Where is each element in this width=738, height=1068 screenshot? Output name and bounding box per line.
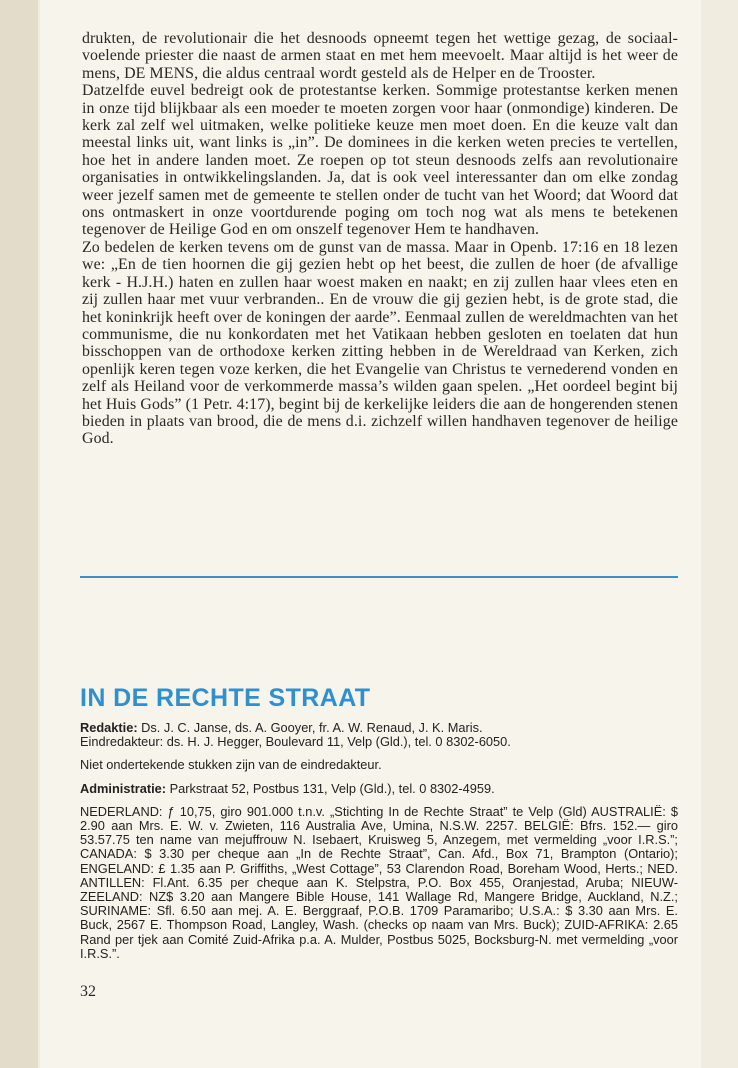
redaktie-line bbox=[80, 721, 678, 749]
redaktie-label: Redaktie: bbox=[80, 720, 138, 735]
administratie-line bbox=[80, 782, 678, 796]
subscription-rates: NEDERLAND: ƒ 10,75, giro 901.000 t.n.v. „Stichting In de Rechte Straat” te Velp (Gld) AUSTRALIË: $ 2.90 aan Mrs. E. W. v. Zwieten, 116 Australia Ave, Umina, N.S.W. 2257. BELGIË: Bfrs. 152.— giro 53.57.75 ten name van mejuffrouw N. Isebaert, Kruisweg 5, Anzegem, met vermelding „voor I.R.S.”; CANADA: $ 3.30 per cheque aan „In de Rechte Straat”, Can. Afd., Box 71, Brampton (Ontario); ENGELAND: £ 1.35 aan P. Griffiths, „West Cottage”, 53 Clarendon Road, Boreham Wood, Herts.; NED. ANTILLEN: Fl.Ant. 6.35 per cheque aan K. Stelpstra, P.O. Box 455, Oranjestad, Aruba; NIEUW-ZEELAND: NZ$ 3.20 aan Mangere Bible House, 141 Wallage Rd, Mangere Bridge, Auckland, N.Z.; SURINAME: Sfl. 6.50 aan mej. A. E. Berggraaf, P.O.B. 1709 Paramaribo; U.S.A.: $ 3.30 aan Mrs. E. Buck, 2567 E. Thompson Road, Langley, Wash. (checks op naam van Mrs. Buck); ZUID-AFRIKA: 2.65 Rand per tjek aan Comité Zuid-Afrika p.a. A. Mulder, Postbus 5025, Bocksburg-N. met vermelding „voor I.R.S.”. bbox=[80, 803, 678, 961]
section-divider bbox=[80, 576, 678, 578]
eindredakteur-line: Eindredakteur: ds. H. J. Hegger, Boulevard 11, Velp (Gld.), tel. 0 8302-6050. bbox=[80, 734, 511, 750]
article-paragraph: Zo bedelen de kerken tevens om de gunst van de massa. Maar in Openb. 17:16 en 18 lezen we: „En de tien hoornen die gij gezien hebt op het beest, die zullen de hoer (de afvallige kerk - H.J.H.) haten en zullen haar woest maken en naakt; en zij zullen haar vlees eten en zij zullen haar met vuur verbranden.. En de vrouw die gij gezien hebt, is de grote stad, die het koninkrijk heeft over de koningen der aarde”. Eenmaal zullen de wereldmachten van het communisme, die nu konkordaten met het Vatikaan hebben gesloten en toelaten dat hun bisschoppen van de orthodoxe kerken zitting hebben in de Wereldraad van Kerken, zich openlijk keren tegen voze kerken, die het Evangelie van Christus te vernederend vonden en zelf als Heiland voor de verkommerde massa’s wilden gaan spelen. „Het oordeel begint bij het Huis Gods” (1 Petr. 4:17), begint bij de kerkelijke leiders die aan de hongerenden stenen bieden in plaats van brood, die de mens d.i. zichzelf willen handhaven tegenover de heilige God. bbox=[82, 238, 678, 448]
administratie-label: Administratie: bbox=[80, 780, 167, 796]
page-number: 32 bbox=[80, 983, 96, 1000]
administratie-address: Parkstraat 52, Postbus 131, Velp (Gld.), tel. 0 8302-4959. bbox=[166, 780, 495, 796]
colophon bbox=[80, 721, 678, 961]
redaktie-names: Ds. J. C. Janse, ds. A. Gooyer, fr. A. W. Renaud, J. K. Maris. bbox=[137, 720, 483, 735]
article-paragraph: Datzelfde euvel bedreigt ook de protestantse kerken. Sommige protestantse kerken menen in onze tijd blijkbaar als een moeder te moeten zorgen voor haar (onmondige) kinderen. De kerk zal zelf wel uitmaken, welke politieke keuze men moet doen. En die keuze valt dan meestal links uit, want links is „in”. De dominees in die kerken weten precies te vertellen, hoe het in andere landen moet. Ze roepen op tot steun desnoods zelfs aan revolutionaire organisaties in ontwikkelingslanden. Ja, dat is ook veel interessanter dan om elke zondag weer jezelf samen met de gemeente te stellen onder de tucht van het Woord; dat Woord dat ons ontmaskert in onze voortdurende poging om toch nog wat als mens te betekenen tegenover de Heilige God en om onszelf tegenover Hem te handhaven. bbox=[82, 82, 678, 239]
book-spine-shadow bbox=[0, 0, 38, 1068]
article-body bbox=[82, 30, 678, 448]
disclaimer-line: Niet ondertekende stukken zijn van de eindredakteur. bbox=[80, 757, 382, 773]
article-paragraph: drukten, de revolutionair die het desnoods opneemt tegen het wettige gezag, de sociaal-voelende priester die naast de armen staat en met hem meevoelt. Maar altijd is het weer de mens, DE MENS, die aldus centraal wordt gesteld als de Helper en de Trooster. bbox=[82, 30, 678, 82]
masthead-title: IN DE RECHTE STRAAT bbox=[80, 684, 371, 712]
